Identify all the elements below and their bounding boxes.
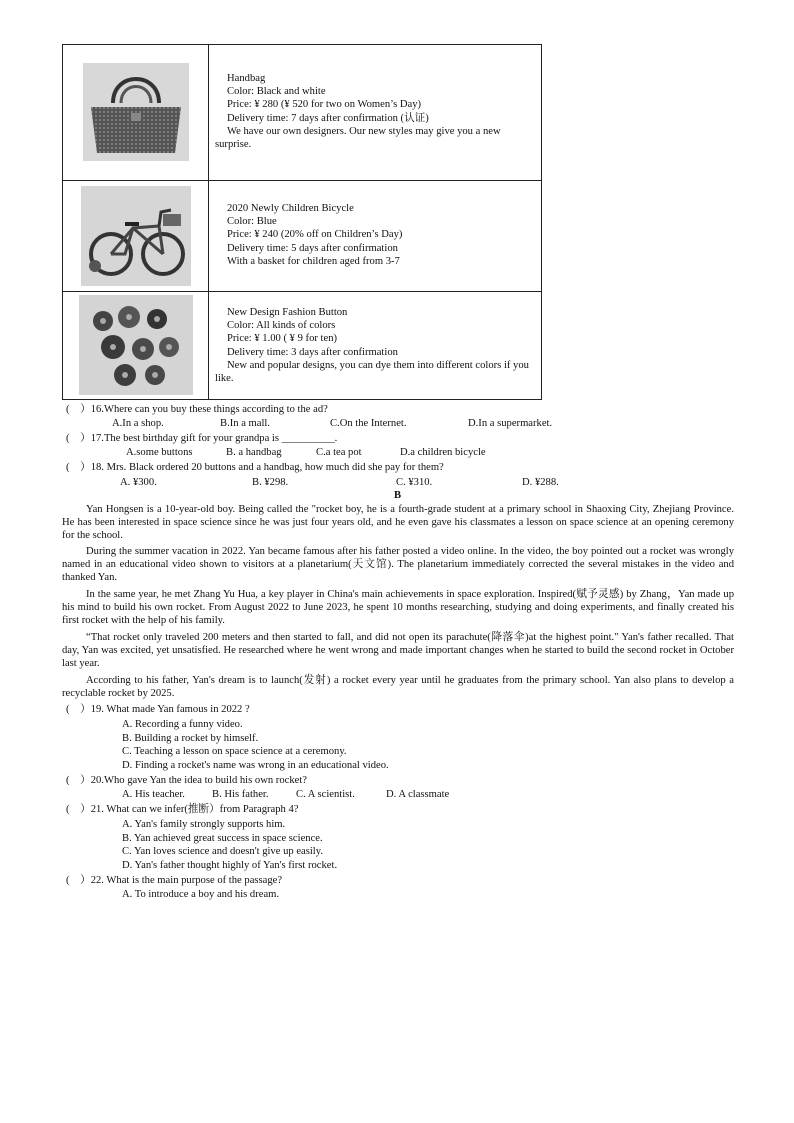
q19-option-c[interactable]: C. Teaching a lesson on space science at a ceremony. xyxy=(122,746,347,757)
product-delivery: Delivery time: 5 days after confirmation xyxy=(227,242,398,254)
q21-option-a[interactable]: A. Yan's family strongly supports him. xyxy=(122,819,286,830)
product-color: Color: Blue xyxy=(227,216,277,228)
question-22-stem: ( ）22. What is the main purpose of the passage? xyxy=(66,875,283,886)
product-name: Handbag xyxy=(227,73,266,84)
ad-image-cell xyxy=(63,181,209,292)
question-18-stem: ( ）18. Mrs. Black ordered 20 buttons and a handbag, how much did she pay for them? xyxy=(66,462,444,473)
q18-option-c[interactable]: C. ¥310. xyxy=(396,477,433,488)
product-price: Price: ¥ 240 (20% off on Children’s Day) xyxy=(227,229,403,241)
q17-option-c[interactable]: C.a tea pot xyxy=(316,447,362,458)
q21-option-d[interactable]: D. Yan's father thought highly of Yan's first rocket. xyxy=(122,860,338,871)
ad-image-cell xyxy=(63,45,209,181)
q20-option-a[interactable]: A. His teacher. xyxy=(122,789,185,800)
q20-option-c[interactable]: C. A scientist. xyxy=(296,789,355,800)
product-ad-table xyxy=(62,44,542,400)
q19-option-a[interactable]: A. Recording a funny video. xyxy=(122,719,243,730)
q22-option-a[interactable]: A. To introduce a boy and his dream. xyxy=(122,889,280,900)
question-20-stem: ( ）20.Who gave Yan the idea to build his own rocket? xyxy=(66,775,307,786)
question-17-stem: ( ）17.The best birthday gift for your grandpa is __________. xyxy=(66,433,338,444)
q19-option-d[interactable]: D. Finding a rocket's name was wrong in an educational video. xyxy=(122,760,389,771)
ad-text-cell xyxy=(209,181,542,292)
ad-row-bicycle xyxy=(63,181,542,292)
ad-text-cell xyxy=(209,292,542,400)
buttons-photo xyxy=(79,295,193,395)
q19-option-b[interactable]: B. Building a rocket by himself. xyxy=(122,733,259,744)
q20-option-b[interactable]: B. His father. xyxy=(212,789,269,800)
q18-option-b[interactable]: B. ¥298. xyxy=(252,477,289,488)
passage-paragraph-1: Yan Hongsen is a 10-year-old boy. Being called the "rocket boy, he is a fourth-grade student at a primary school in Shaoxing City, Zhejiang Province. He has been interested in space science since he was just four years old, and he even gave his classmates a lesson on space science at an opening ceremony for the school. xyxy=(62,504,734,542)
passage-paragraph-2: During the summer vacation in 2022. Yan became famous after his father posted a video online. In the video, the boy pointed out a rocket was wrongly named in an educational video shown to visitors at a planetarium(天文馆). The planetarium immediately corrected the several mistakes in the video and thanked Yan. xyxy=(62,546,734,584)
question-16-stem: ( ）16.Where can you buy these things according to the ad? xyxy=(66,404,328,415)
ad-image-cell xyxy=(63,292,209,400)
product-delivery: Delivery time: 7 days after confirmation (认证) xyxy=(227,112,429,124)
product-note: We have our own designers. Our new styles may give you a new surprise. xyxy=(215,125,501,151)
q20-option-d[interactable]: D. A classmate xyxy=(386,789,450,800)
product-price: Price: ¥ 1.00 ( ¥ 9 for ten) xyxy=(227,333,338,345)
passage-paragraph-4: “That rocket only traveled 200 meters and then started to fall, and did not open its parachute(降落伞)at the highest point." Yan's father recalled. That day, Yan was excited, yet unsatisfied. He researched where he went wrong and made important changes when he started to build the second rocket in October last year. xyxy=(62,632,734,670)
q16-option-d[interactable]: D.In a supermarket. xyxy=(468,418,553,429)
passage-paragraph-3: In the same year, he met Zhang Yu Hua, a key player in China's main achievements in space exploration. Inspired(赋予灵感) by Zhang，Yan made up his mind to build his own rocket. From August 2022 to June 2023, he spent 10 months researching, studying and doing experiments, and finally created his first rocket with the help of his family. xyxy=(62,589,734,627)
q17-option-b[interactable]: B. a handbag xyxy=(226,447,282,458)
q16-option-b[interactable]: B.In a mall. xyxy=(220,418,271,429)
product-note: With a basket for children aged from 3-7 xyxy=(227,255,400,267)
q18-option-a[interactable]: A. ¥300. xyxy=(120,477,157,488)
q17-option-d[interactable]: D.a children bicycle xyxy=(400,447,486,458)
q18-option-d[interactable]: D. ¥288. xyxy=(522,477,559,488)
ad-row-handbag xyxy=(63,45,542,181)
product-color: Color: All kinds of colors xyxy=(227,320,336,332)
product-name: New Design Fashion Button xyxy=(227,307,348,318)
product-name: 2020 Newly Children Bicycle xyxy=(227,203,354,214)
passage-paragraph-5: According to his father, Yan's dream is to launch(发射) a rocket every year until he graduates from the primary school. Yan also plans to develop a recyclable rocket by 2025. xyxy=(62,675,734,700)
q17-option-a[interactable]: A.some buttons xyxy=(126,447,193,458)
product-color: Color: Black and white xyxy=(227,86,326,98)
ad-text-cell xyxy=(209,45,542,181)
question-19-stem: ( ）19. What made Yan famous in 2022 ? xyxy=(66,704,250,715)
q21-option-b[interactable]: B. Yan achieved great success in space science. xyxy=(122,833,323,844)
product-price: Price: ¥ 280 (¥ 520 for two on Women’s Day) xyxy=(227,99,422,111)
bicycle-photo xyxy=(81,186,191,286)
q16-option-a[interactable]: A.In a shop. xyxy=(112,418,164,429)
q16-option-c[interactable]: C.On the Internet. xyxy=(330,418,407,429)
product-note: New and popular designs, you can dye them into different colors if you like. xyxy=(215,359,529,385)
section-b-heading: B xyxy=(394,490,402,501)
product-delivery: Delivery time: 3 days after confirmation xyxy=(227,346,398,358)
ad-row-button xyxy=(63,292,542,400)
question-21-stem: ( ）21. What can we infer(推断）from Paragraph 4? xyxy=(66,804,299,815)
q21-option-c[interactable]: C. Yan loves science and doesn't give up easily. xyxy=(122,846,323,857)
handbag-photo xyxy=(83,63,189,161)
